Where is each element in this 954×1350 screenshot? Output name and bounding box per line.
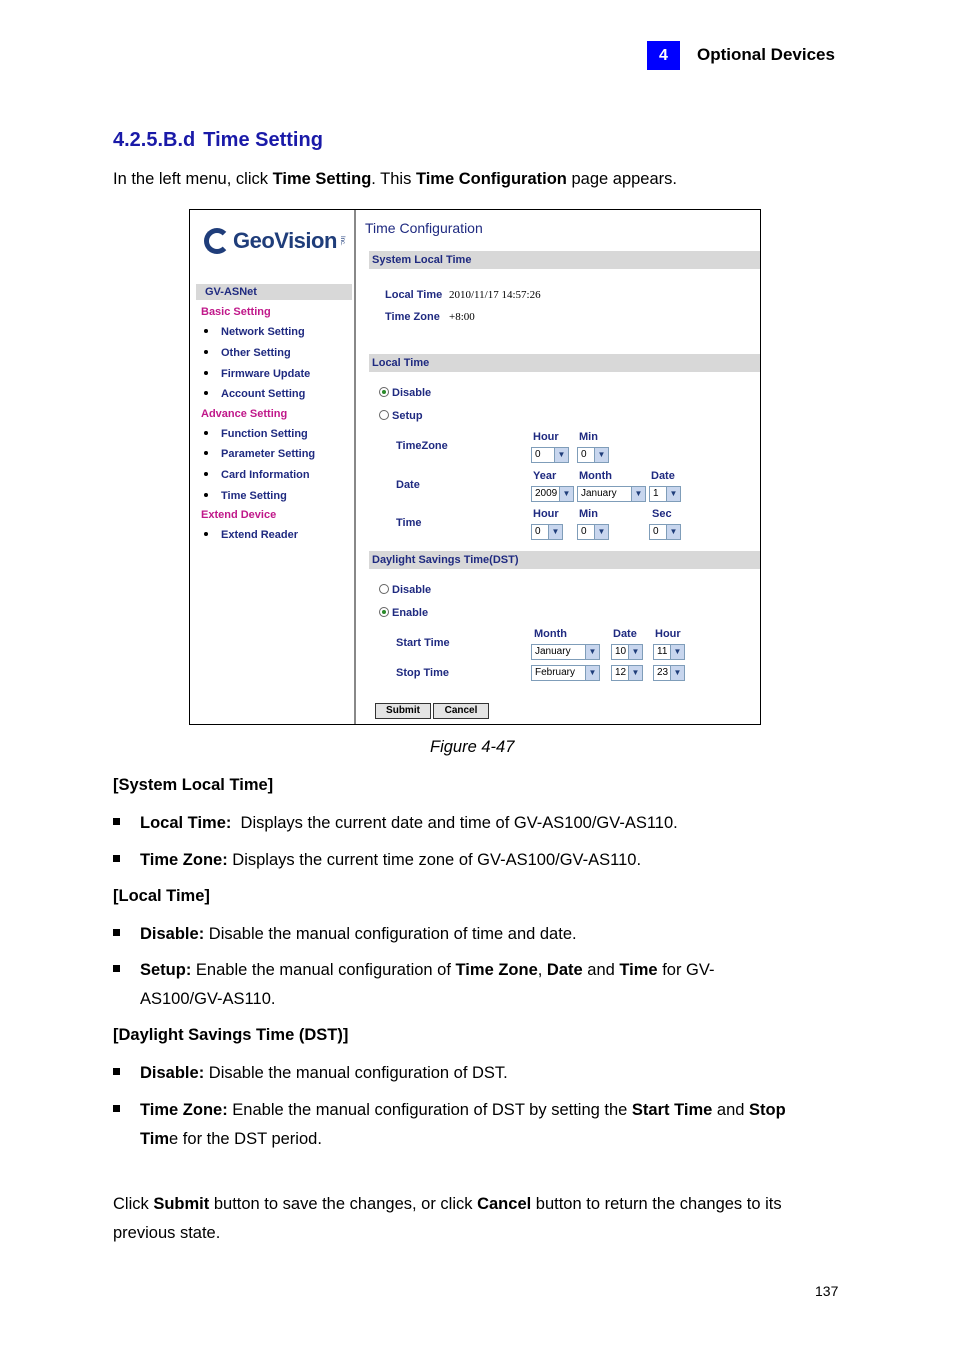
intro-text: . This — [371, 170, 416, 188]
dst-disable-radio[interactable] — [379, 584, 431, 596]
intro-bold-time-configuration: Time Configuration — [415, 170, 567, 188]
select-value: 0 — [653, 526, 659, 537]
chapter-title: Optional Devices — [697, 45, 835, 64]
figure-caption: Figure 4-47 — [430, 738, 515, 756]
chevron-down-icon: ▼ — [628, 666, 642, 680]
time-row-label: Time — [396, 517, 422, 529]
local-time-bar: Local Time — [369, 354, 760, 372]
chevron-down-icon: ▼ — [670, 645, 684, 659]
chevron-down-icon: ▼ — [554, 448, 568, 462]
square-bullet-icon — [113, 855, 120, 862]
dst-stop-month-select[interactable] — [531, 665, 600, 681]
bullet-dst-time-zone — [113, 1096, 786, 1154]
radio-label: Disable — [392, 584, 432, 596]
bullet-text: e for the DST period. — [169, 1130, 322, 1148]
time-configuration-screenshot — [189, 209, 761, 725]
radio-label: Disable — [392, 387, 432, 399]
tz-hour-select[interactable] — [531, 447, 569, 463]
time-min-select[interactable] — [577, 524, 609, 540]
chevron-down-icon: ▼ — [594, 448, 608, 462]
bullet-bold: Time Zone — [455, 961, 538, 979]
radio-label: Enable — [392, 607, 429, 619]
bullet-icon — [204, 329, 208, 333]
left-menu — [190, 210, 356, 724]
closing-text: button to return the changes to its — [531, 1195, 782, 1213]
select-value: 23 — [657, 667, 669, 678]
date-month-select[interactable] — [577, 486, 646, 502]
page-number: 137 — [815, 1283, 839, 1299]
nav-item-label: Parameter Setting — [221, 448, 316, 460]
nav-item-label: Time Setting — [221, 490, 287, 502]
bullet-term: Disable: — [140, 925, 205, 943]
chevron-down-icon: ▼ — [666, 487, 680, 501]
intro-paragraph — [113, 165, 677, 194]
bullet-text: for GV- — [657, 961, 715, 979]
bullet-term: Local Time: — [140, 814, 232, 832]
bullet-term: Time Zone: — [140, 851, 228, 869]
bullet-continuation: AS100/GV-AS110. — [140, 990, 276, 1008]
tz-hour-header: Hour — [533, 431, 559, 443]
bullet-icon — [204, 532, 208, 536]
bullet-text: and — [712, 1101, 750, 1119]
closing-paragraph — [113, 1190, 843, 1248]
local-time-label: Local Time — [385, 289, 443, 301]
select-value: 0 — [581, 449, 587, 460]
date-date-header: Date — [651, 470, 675, 482]
chevron-down-icon: ▼ — [594, 525, 608, 539]
select-value: 0 — [581, 526, 587, 537]
bullet-text: and — [582, 961, 620, 979]
nav-item-label: Firmware Update — [221, 368, 311, 380]
dst-start-month-select[interactable] — [531, 644, 600, 660]
bullet-text: Displays the current date and time of GV-AS100/GV-AS110. — [231, 814, 678, 832]
dst-stop-date-select[interactable] — [611, 665, 643, 681]
bullet-icon — [204, 451, 208, 455]
time-hour-header: Hour — [533, 508, 559, 520]
nav-item-network-setting[interactable] — [204, 326, 305, 338]
closing-text: button to save the changes, or click — [209, 1195, 478, 1213]
select-value: 2009 — [535, 488, 558, 499]
nav-item-other-setting[interactable] — [204, 347, 291, 359]
panel-title: Time Configuration — [365, 220, 483, 236]
time-sec-header: Sec — [652, 508, 672, 520]
dst-start-time-label: Start Time — [396, 637, 450, 649]
nav-item-label: Card Information — [221, 469, 310, 481]
dst-heading: [Daylight Savings Time (DST)] — [113, 1026, 349, 1044]
dst-hour-header: Hour — [655, 628, 681, 640]
select-value: 0 — [535, 449, 541, 460]
local-time-setup-radio[interactable] — [379, 410, 423, 422]
system-local-time-heading: [System Local Time] — [113, 776, 274, 794]
chapter-number-badge: 4 — [647, 41, 680, 70]
time-zone-value: +8:00 — [449, 311, 475, 323]
timezone-row-label: TimeZone — [396, 440, 448, 452]
system-local-time-bar: System Local Time — [369, 251, 760, 269]
bullet-dst-disable — [113, 1059, 508, 1088]
chevron-down-icon: ▼ — [559, 487, 573, 501]
select-value: 12 — [615, 667, 627, 678]
nav-item-time-setting[interactable] — [204, 490, 287, 502]
time-hour-select[interactable] — [531, 524, 563, 540]
date-month-header: Month — [579, 470, 612, 482]
bullet-text: Enable the manual configuration of — [191, 961, 456, 979]
radio-checked-icon — [379, 387, 389, 397]
nav-item-label: Function Setting — [221, 428, 308, 440]
select-value: 10 — [615, 646, 627, 657]
local-time-disable-radio[interactable] — [379, 387, 431, 399]
date-date-select[interactable] — [649, 486, 681, 502]
radio-checked-icon — [379, 607, 389, 617]
dst-start-hour-select[interactable] — [653, 644, 685, 660]
radio-label: Setup — [392, 410, 423, 422]
intro-bold-time-setting: Time Setting — [272, 170, 372, 188]
bullet-bold: Tim — [140, 1130, 170, 1148]
bullet-setup — [113, 956, 714, 1014]
bullet-text: , — [537, 961, 547, 979]
date-row-label: Date — [396, 479, 420, 491]
bullet-icon — [204, 493, 208, 497]
radio-unchecked-icon — [379, 410, 389, 420]
section-title: Time Setting — [203, 129, 323, 151]
closing-text: previous state. — [113, 1224, 221, 1242]
bullet-icon — [204, 391, 208, 395]
chevron-down-icon: ▼ — [666, 525, 680, 539]
closing-text: Click — [113, 1195, 154, 1213]
chevron-down-icon: ▼ — [670, 666, 684, 680]
bullet-term: Setup: — [140, 961, 192, 979]
bullet-text: Disable the manual configuration of time and date. — [204, 925, 577, 943]
chevron-down-icon: ▼ — [585, 645, 599, 659]
dst-stop-time-label: Stop Time — [396, 667, 449, 679]
bullet-icon — [204, 350, 208, 354]
dst-month-header: Month — [534, 628, 567, 640]
bullet-term: Disable: — [140, 1064, 205, 1082]
nav-group-advance-setting[interactable]: Advance Setting — [201, 408, 288, 420]
nav-item-label: Other Setting — [221, 347, 291, 359]
tz-min-header: Min — [579, 431, 598, 443]
bullet-bold: Stop — [749, 1101, 786, 1119]
chevron-down-icon: ▼ — [585, 666, 599, 680]
geovision-logo — [204, 224, 345, 258]
bullet-bold: Time — [619, 961, 658, 979]
dst-enable-radio[interactable] — [379, 607, 428, 619]
select-value: 0 — [535, 526, 541, 537]
bullet-time-zone — [113, 846, 641, 875]
section-number: 4.2.5.B.d — [113, 129, 196, 151]
time-configuration-panel — [357, 210, 760, 724]
square-bullet-icon — [113, 1105, 120, 1112]
nav-group-basic-setting[interactable]: Basic Setting — [201, 306, 271, 318]
chevron-down-icon: ▼ — [631, 487, 645, 501]
intro-text: page appears. — [566, 170, 677, 188]
closing-bold-submit: Submit — [153, 1195, 210, 1213]
select-value: January — [581, 488, 617, 499]
dst-date-header: Date — [613, 628, 637, 640]
chevron-down-icon: ▼ — [548, 525, 562, 539]
submit-button[interactable]: Submit — [375, 703, 431, 719]
bullet-term: Time Zone: — [140, 1101, 228, 1119]
chevron-down-icon: ▼ — [628, 645, 642, 659]
time-zone-label: Time Zone — [385, 311, 440, 323]
cancel-button[interactable]: Cancel — [433, 703, 489, 719]
local-time-value: 2010/11/17 14:57:26 — [449, 289, 541, 301]
nav-item-function-setting[interactable] — [204, 428, 308, 440]
bullet-text: Displays the current time zone of GV-AS100/GV-AS110. — [227, 851, 642, 869]
nav-item-parameter-setting[interactable] — [204, 448, 315, 460]
bullet-continuation — [113, 1125, 786, 1154]
square-bullet-icon — [113, 1068, 120, 1075]
nav-group-extend-device[interactable]: Extend Device — [201, 509, 277, 521]
closing-bold-cancel: Cancel — [477, 1195, 532, 1213]
logo-text: GeoVision — [233, 228, 337, 253]
select-value: January — [535, 646, 571, 657]
select-value: 11 — [657, 646, 668, 657]
dst-bar: Daylight Savings Time(DST) — [369, 551, 760, 569]
bullet-bold: Start Time — [631, 1101, 713, 1119]
tz-min-select[interactable] — [577, 447, 609, 463]
bullet-disable — [113, 920, 577, 949]
radio-unchecked-icon — [379, 584, 389, 594]
select-value: February — [535, 667, 576, 678]
bullet-bold: Date — [546, 961, 583, 979]
intro-text: In the left menu, click — [113, 170, 273, 188]
square-bullet-icon — [113, 929, 120, 936]
bullet-text: Disable the manual configuration of DST. — [204, 1064, 508, 1082]
date-year-select[interactable] — [531, 486, 574, 502]
logo-swirl-icon — [204, 228, 230, 254]
nav-item-label: Account Setting — [221, 388, 306, 400]
square-bullet-icon — [113, 818, 120, 825]
nav-header: GV-ASNet — [196, 284, 352, 300]
nav-item-firmware-update[interactable] — [204, 368, 310, 380]
logo-tm: Inc. — [338, 236, 345, 246]
nav-item-account-setting[interactable] — [204, 388, 305, 400]
date-year-header: Year — [533, 470, 557, 482]
bullet-text: Enable the manual configuration of DST by setting the — [227, 1101, 632, 1119]
square-bullet-icon — [113, 965, 120, 972]
bullet-local-time — [113, 809, 678, 838]
time-min-header: Min — [579, 508, 598, 520]
nav-item-card-information[interactable] — [204, 469, 310, 481]
bullet-icon — [204, 371, 208, 375]
section-heading — [113, 129, 323, 152]
bullet-icon — [204, 472, 208, 476]
nav-item-extend-reader[interactable] — [204, 529, 298, 541]
local-time-heading: [Local Time] — [113, 887, 210, 905]
bullet-icon — [204, 431, 208, 435]
nav-item-label: Network Setting — [221, 326, 305, 338]
select-value: 1 — [653, 488, 659, 499]
dst-stop-hour-select[interactable] — [653, 665, 685, 681]
dst-start-date-select[interactable] — [611, 644, 643, 660]
nav-item-label: Extend Reader — [221, 529, 299, 541]
time-sec-select[interactable] — [649, 524, 681, 540]
